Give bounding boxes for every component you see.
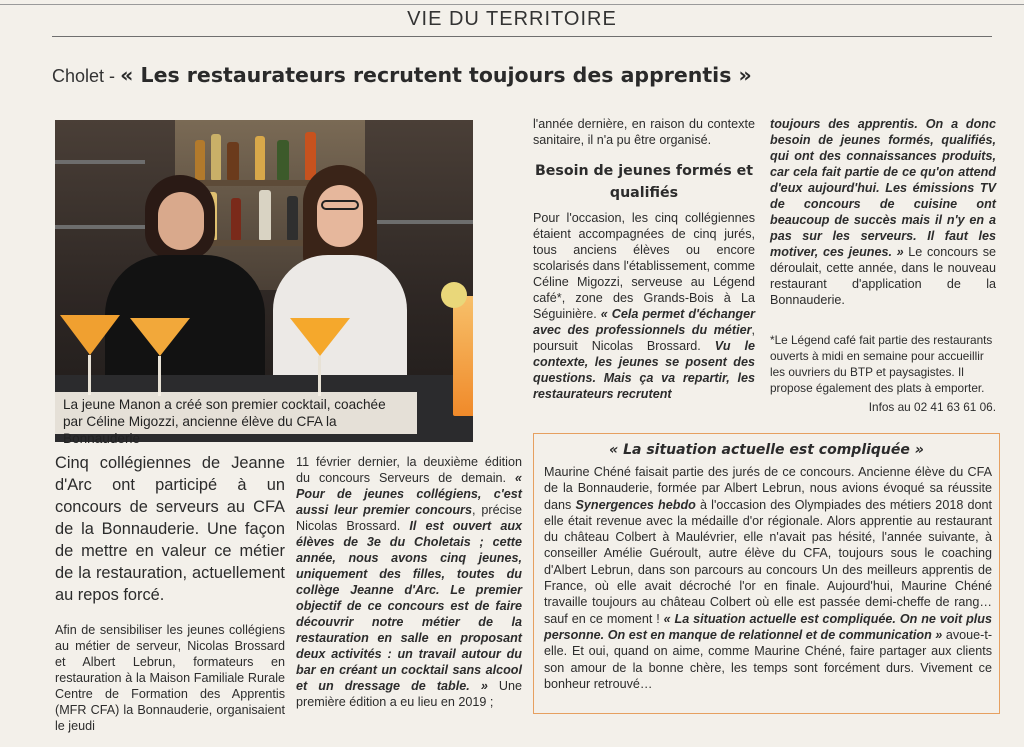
col3-quote-1: « Cela permet d'échanger avec des professionnels du métier — [533, 307, 755, 337]
col4-paragraph: Le concours se déroulait, cette année, dans le nouveau restaurant d'application de la Bonnauderie. — [770, 245, 996, 307]
section-underline — [52, 36, 992, 37]
top-rule — [0, 4, 1024, 5]
footnote: *Le Légend café fait partie des restaurants ouverts à midi en semaine pour accueillir les ouvriers du BTP et paysagistes. Il propose également des plats à emporter. — [770, 333, 993, 395]
box-magazine-name: Synergences hebdo — [575, 497, 696, 512]
section-title: VIE DU TERRITOIRE — [407, 8, 617, 30]
col4-quote: toujours des apprentis. On a donc besoin de jeunes formés, qualifiés, qui ont des connaissances produits, car cela fait partie de ce qu'on attend d'eux aujourd'hui. Les émissions TV de concours de cuisine ont beaucoup de succès mais il n'y en a pas sur les serveurs. Il faut les motiver, ces jeunes. » — [770, 117, 996, 259]
col3-quote-1-attrib: , poursuit Nicolas Brossard. — [533, 323, 755, 353]
headline-location: Cholet - — [52, 66, 116, 86]
col3-quote-2: Vu le contexte, les jeunes se posent des questions. Mais ça va repartir, les restaurateurs recrutent — [533, 339, 755, 401]
article-col3-body — [533, 210, 755, 402]
article-col3-top: l'année dernière, en raison du contexte sanitaire, il n'a pu être organisé. — [533, 117, 755, 147]
article-col2 — [296, 454, 522, 710]
article-col1-body: Afin de sensibiliser les jeunes collégiens au métier de serveur, Nicolas Brossard et Albert Lebrun, formateurs en restauration à la Maison Familiale Rurale Centre de Formation des Apprentis (MFR CFA) la Bonnauderie, organisaient le jeudi — [55, 623, 285, 733]
article-intro: Cinq collégiennes de Jeanne d'Arc ont participé à un concours de serveurs au CFA de la Bonnauderie. Une façon de mettre en valeur ce métier de la restauration, actuellement au repos forcé. — [55, 454, 285, 604]
caption-line-1: La jeune Manon a créé son premier cocktail, coachée — [63, 397, 386, 412]
footnote-phone: Infos au 02 41 63 61 06. — [868, 400, 996, 414]
col2-quote-1-attrib: , précise Nicolas Brossard. — [296, 503, 522, 533]
box-paragraph-1-cont: à l'occasion des Olympiades des métiers 2018 dont elle était revenue avec la médaille d'or régionale. Alors apprentie au restaurant du château Colbert à Maulévrier, elle n'avait pas hésité, l'année suivante, à conseiller Amélie Guéroult, autre élève du CFA, toujours sous le coaching d'Albert Lebrun, dans son parcours au concours Un des meilleurs apprentis de France, où elle avait décroché l'or en finale. Aujourd'hui, Maurine Chéné travaille toujours au château Colbert où elle est passée demi-cheffe de rang… sauf en ce moment ! — [544, 497, 993, 626]
col2-quote-2: Il est ouvert aux élèves de 3e du Choletais ; cette année, nous avons cinq jeunes, uniquement des filles, toutes du collège Jeanne d'Arc. Le premier objectif de ce concours est de faire découvrir notre métier de la restauration en salle en proposant deux activités : un travail autour du bar en créant un cocktail sans alcool et un dressage de table. » — [296, 519, 523, 693]
col2-quote-1: « Pour de jeunes collégiens, c'est aussi leur premier concours — [296, 471, 523, 517]
sidebar-box-title: « La situation actuelle est compliquée » — [609, 442, 924, 458]
sidebar-box-body — [544, 464, 992, 692]
box-paragraph-1: Maurine Chéné faisait partie des jurés de ce concours. Ancienne élève du CFA de la Bonnauderie, formée par Albert Lebrun, nous avions évoqué sa réussite dans — [544, 465, 992, 512]
headline-title: « Les restaurateurs recrutent toujours des apprentis » — [120, 63, 752, 87]
box-paragraph-2: avoue-t-elle. Et oui, quand on aime, comme Maurine Chéné, faire partager aux clients son amour de la bonne chère, les temps sont forcément durs. Vivement ce bonheur retrouvé… — [544, 627, 993, 691]
box-quote: « La situation actuelle est compliquée. On ne voit plus personne. On est en manque de relationnel et de communication » — [544, 611, 992, 642]
caption-line-2: par Céline Migozzi, ancienne élève du CFA la Bonnauderie — [63, 414, 337, 446]
col3-paragraph-2: Pour l'occasion, les cinq collégiennes étaient accompagnées de cinq jurés, tous anciens élèves ou encore scolarisés dans l'établissement, comme Céline Migozzi, serveuse au Légend café*, zone des Grands-Bois à La Séguinière. — [533, 211, 755, 321]
col3-subheading: Besoin de jeunes formés et qualifiés — [534, 163, 754, 201]
article-col4 — [770, 116, 996, 308]
col2-paragraph-1: 11 février dernier, la deuxième édition du concours Serveurs de demain. — [296, 455, 522, 485]
photo-caption — [55, 392, 417, 446]
col2-paragraph-2: Une première édition a eu lieu en 2019 ; — [296, 679, 523, 709]
headline — [52, 63, 812, 87]
